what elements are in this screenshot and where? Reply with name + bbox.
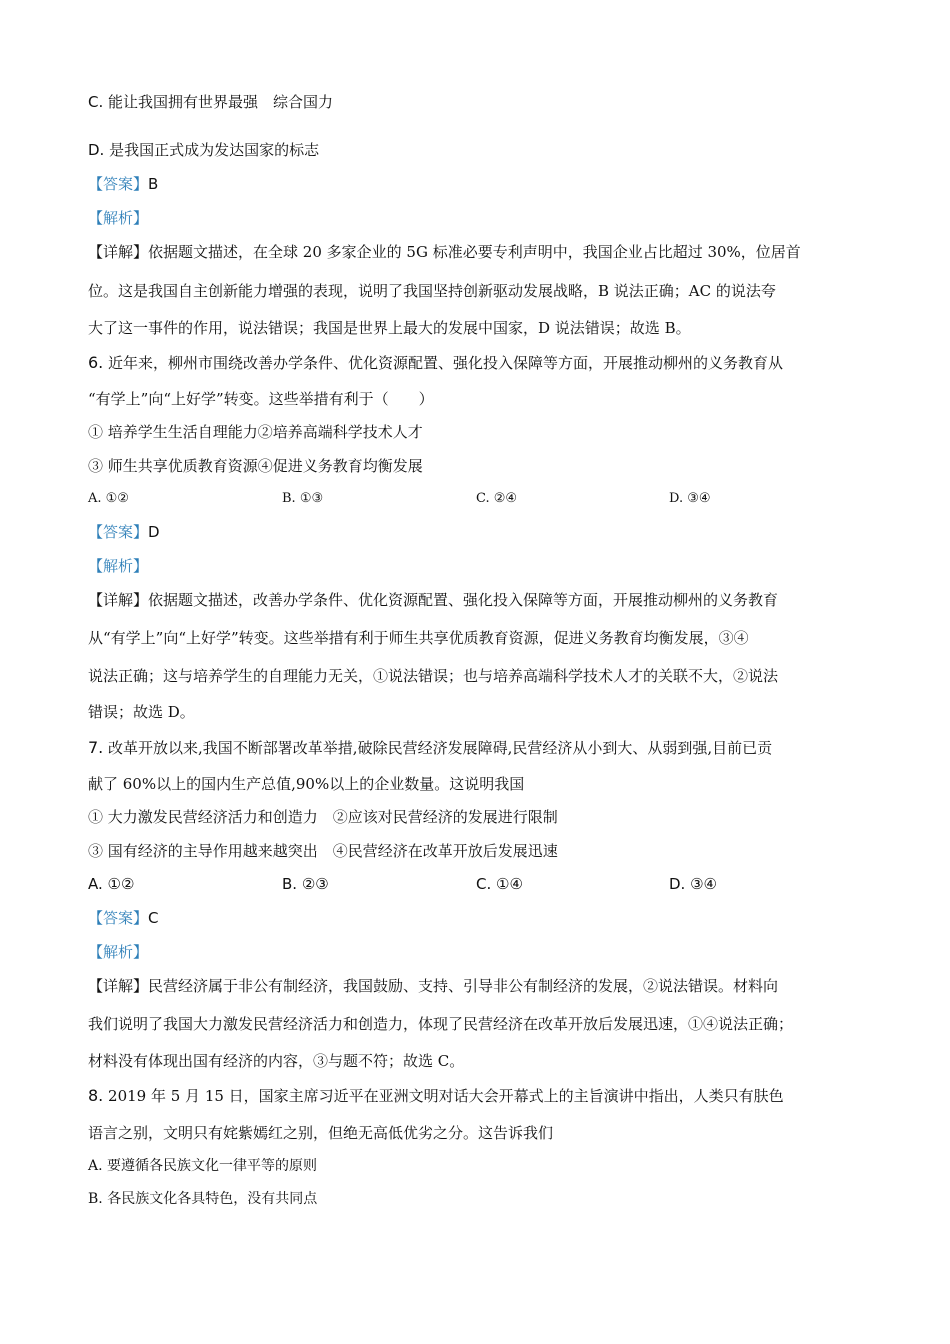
- q5-detail-line-3: 大了这一事件的作用，说法错误；我国是世界上最大的发展中国家，D 说法错误；故选 B。: [88, 319, 691, 337]
- q6-analysis-tag: 【解析】: [88, 557, 149, 575]
- q8-option-a: A. 要遵循各民族文化一律平等的原则: [88, 1158, 318, 1174]
- q6-statement-1: ① 培养学生生活自理能力②培养高端科学技术人才: [88, 423, 423, 441]
- q7-option-a: A. ①②: [88, 875, 135, 893]
- answer-value: C: [148, 909, 159, 927]
- q8-option-b: B. 各民族文化各具特色，没有共同点: [88, 1191, 318, 1207]
- q5-detail-line-1: 【详解】依据题文描述，在全球 20 多家企业的 5G 标准必要专利声明中，我国企业占比超过 30%，位居首: [88, 243, 801, 261]
- q7-option-b: B. ②③: [282, 875, 329, 893]
- q7-statement-2: ③ 国有经济的主导作用越来越突出 ④民营经济在改革开放后发展迅速: [88, 842, 558, 860]
- q6-stem-line-2: “有学上”向“上好学”转变。这些举措有利于（ ）: [88, 390, 434, 408]
- q7-analysis-tag: 【解析】: [88, 943, 149, 961]
- q7-option-c: C. ①④: [476, 875, 523, 893]
- q5-detail-line-2: 位。这是我国自主创新能力增强的表现，说明了我国坚持创新驱动发展战略，B 说法正确；AC 的说法夸: [88, 282, 776, 300]
- q8-stem-line-2: 语言之别，文明只有姹紫嫣红之别，但绝无高低优劣之分。这告诉我们: [88, 1124, 554, 1142]
- q6-detail-line-2: 从“有学上”向“上好学”转变。这些举措有利于师生共享优质教育资源，促进义务教育均衡发展，③④: [88, 629, 749, 647]
- q5-option-d: D. 是我国正式成为发达国家的标志: [88, 141, 320, 159]
- q7-stem-line-2: 献了 60%以上的国内生产总值,90%以上的企业数量。这说明我国: [88, 775, 525, 793]
- q7-statement-1: ① 大力激发民营经济活力和创造力 ②应该对民营经济的发展进行限制: [88, 808, 558, 826]
- q6-stem-line-1: 6. 近年来，柳州市围绕改善办学条件、优化资源配置、强化投入保障等方面，开展推动柳州的义务教育从: [88, 353, 784, 372]
- question-number: 7.: [88, 738, 104, 757]
- q7-detail-line-1: 【详解】民营经济属于非公有制经济，我国鼓励、支持、引导非公有制经济的发展，②说法错误。材料向: [88, 977, 779, 995]
- question-number: 8.: [88, 1086, 104, 1105]
- q6-option-b: B. ①③: [282, 491, 324, 506]
- q6-answer: [88, 522, 160, 542]
- answer-value: D: [148, 523, 160, 541]
- q7-option-d: D. ③④: [669, 875, 717, 893]
- q7-detail-line-3: 材料没有体现出国有经济的内容，③与题不符；故选 C。: [88, 1052, 465, 1070]
- answer-tag: 【答案】: [88, 909, 149, 927]
- detail-tag: 【详解】: [88, 977, 149, 995]
- q6-statement-2: ③ 师生共享优质教育资源④促进义务教育均衡发展: [88, 457, 423, 475]
- q5-answer: [88, 174, 158, 194]
- q6-option-a: A. ①②: [88, 491, 129, 506]
- q8-stem-line-1: 8. 2019 年 5 月 15 日，国家主席习近平在亚洲文明对话大会开幕式上的主旨演讲中指出，人类只有肤色: [88, 1086, 784, 1105]
- detail-tag: 【详解】: [88, 591, 149, 609]
- answer-tag: 【答案】: [88, 175, 149, 193]
- q7-answer: [88, 908, 159, 928]
- answer-value: B: [148, 175, 159, 193]
- q7-stem-line-1: 7. 改革开放以来,我国不断部署改革举措,破除民营经济发展障碍,民营经济从小到大、从弱到强,目前已贡: [88, 738, 773, 757]
- q5-option-c: C. 能让我国拥有世界最强 综合国力: [88, 93, 334, 111]
- q6-option-c: C. ②④: [476, 491, 518, 506]
- q6-detail-line-4: 错误；故选 D。: [88, 703, 195, 721]
- q6-detail-line-1: 【详解】依据题文描述，改善办学条件、优化资源配置、强化投入保障等方面，开展推动柳州的义务教育: [88, 591, 779, 609]
- answer-tag: 【答案】: [88, 523, 149, 541]
- q6-option-d: D. ③④: [669, 491, 711, 506]
- question-number: 6.: [88, 353, 104, 372]
- q6-detail-line-3: 说法正确；这与培养学生的自理能力无关，①说法错误；也与培养高端科学技术人才的关联不大，②说法: [88, 667, 779, 685]
- q5-analysis-tag: 【解析】: [88, 209, 149, 227]
- q7-detail-line-2: 我们说明了我国大力激发民营经济活力和创造力，体现了民营经济在改革开放后发展迅速，①④说法正确；: [88, 1015, 794, 1033]
- detail-tag: 【详解】: [88, 243, 149, 261]
